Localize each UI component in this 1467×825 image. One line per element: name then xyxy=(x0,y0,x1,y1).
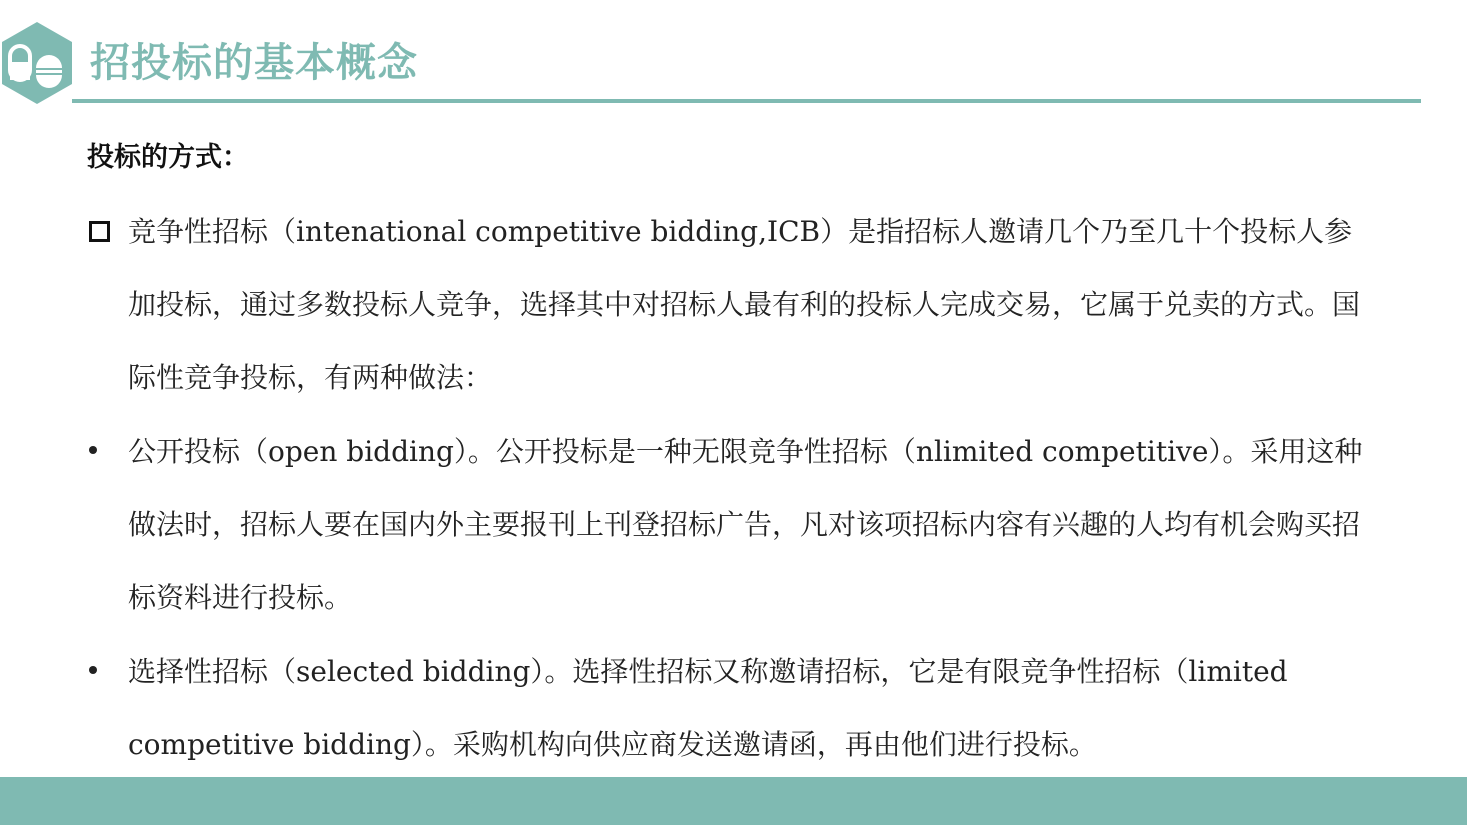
bullet-dot-icon xyxy=(89,446,97,454)
list-item-open-bidding: 公开投标（open bidding）。公开投标是一种无限竞争性招标（nlimited competitive）。采用这种做法时，招标人要在国内外主要报刊上刊登招标广告，凡对该项招标内容有兴趣的人均有机会购买招标资料进行投标。 xyxy=(128,435,1363,614)
section-subheading: 投标的方式： xyxy=(87,142,249,173)
footer-band xyxy=(0,777,1467,825)
title-divider xyxy=(72,99,1421,103)
capsule-pill-icon xyxy=(0,20,74,106)
list-item-selected-bidding: 选择性招标（selected bidding）。选择性招标又称邀请招标，它是有限竞争性招标（limited competitive bidding）。采购机构向供应商发送邀请函，再由他们进行投标。 xyxy=(128,655,1288,761)
slide-title: 招投标的基本概念 xyxy=(90,39,418,86)
list-item-competitive-bidding: 竞争性招标（intenational competitive bidding,ICB）是指招标人邀请几个乃至几十个投标人参加投标，通过多数投标人竞争，选择其中对招标人最有利的投标人完成交易，它属于兑卖的方式。国际性竞争投标，有两种做法： xyxy=(128,215,1361,394)
square-bullet-icon xyxy=(89,221,110,242)
bullet-dot-icon xyxy=(89,666,97,674)
